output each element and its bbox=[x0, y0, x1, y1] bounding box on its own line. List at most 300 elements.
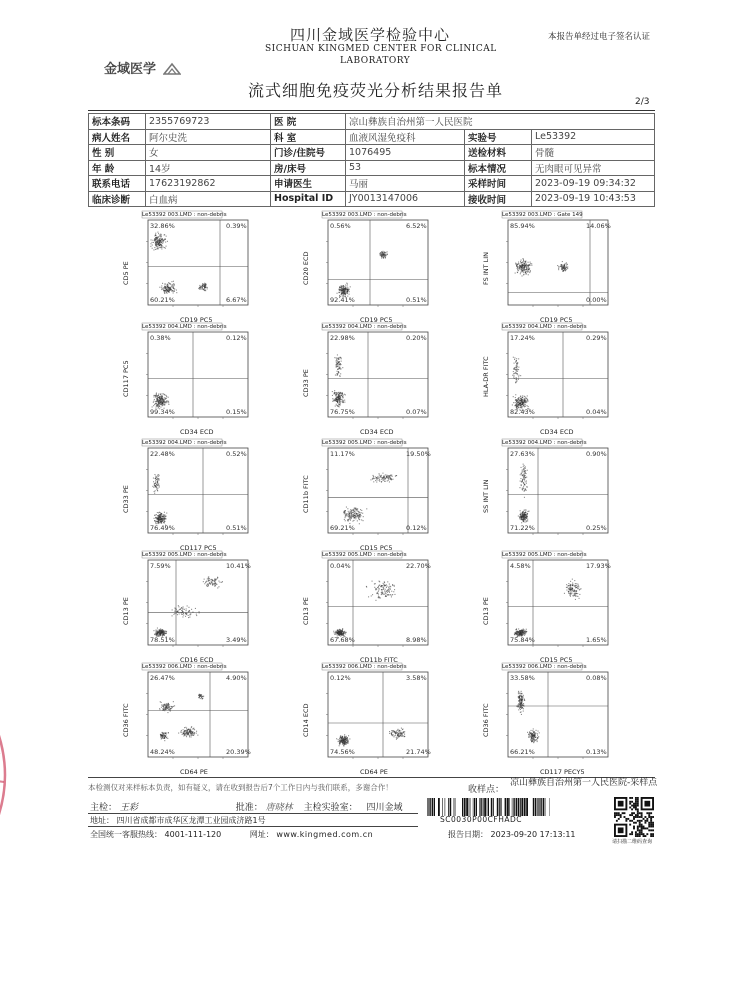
event-dot bbox=[189, 736, 190, 737]
event-dot bbox=[199, 696, 200, 697]
event-dot bbox=[526, 265, 527, 266]
event-dot bbox=[347, 287, 348, 288]
event-dot bbox=[524, 480, 525, 481]
event-dot bbox=[531, 263, 532, 264]
event-dot bbox=[165, 287, 166, 288]
event-dot bbox=[336, 362, 337, 363]
event-dot bbox=[340, 401, 341, 402]
event-dot bbox=[155, 233, 156, 234]
barcode-bar bbox=[537, 798, 538, 816]
qr-module bbox=[641, 814, 643, 816]
event-dot bbox=[528, 266, 529, 267]
event-dot bbox=[162, 630, 163, 631]
qr-module bbox=[648, 812, 650, 814]
event-dot bbox=[375, 589, 376, 590]
qr-module bbox=[633, 818, 635, 820]
event-dot bbox=[156, 479, 157, 480]
event-dot bbox=[347, 520, 348, 521]
event-dot bbox=[205, 285, 206, 286]
event-dot bbox=[376, 482, 377, 483]
event-dot bbox=[519, 487, 520, 488]
event-dot bbox=[525, 466, 526, 467]
event-dot bbox=[522, 270, 523, 271]
event-dot bbox=[519, 693, 520, 694]
event-dot bbox=[184, 609, 185, 610]
event-dot bbox=[166, 633, 167, 634]
event-dot bbox=[564, 266, 565, 267]
event-dot bbox=[165, 242, 166, 243]
event-dot bbox=[383, 254, 384, 255]
event-dot bbox=[356, 515, 357, 516]
value-specimen-type: 骨髓 bbox=[532, 145, 655, 161]
event-dot bbox=[188, 611, 189, 612]
event-dot bbox=[402, 736, 403, 737]
event-dot bbox=[215, 585, 216, 586]
event-dot bbox=[521, 473, 522, 474]
x-axis-label: CD117 PECY5 bbox=[540, 768, 585, 776]
event-dot bbox=[161, 236, 162, 237]
event-dot bbox=[153, 401, 154, 402]
event-dot bbox=[399, 734, 400, 735]
event-dot bbox=[521, 702, 522, 703]
qr-module bbox=[616, 812, 618, 814]
event-dot bbox=[337, 293, 338, 294]
event-dot bbox=[196, 733, 197, 734]
barcode-bar bbox=[464, 798, 466, 816]
event-dot bbox=[164, 519, 165, 520]
value-patient-name: 阿尔史洗 bbox=[146, 129, 271, 145]
event-dot bbox=[390, 594, 391, 595]
event-dot bbox=[383, 589, 384, 590]
event-dot bbox=[162, 283, 163, 284]
event-dot bbox=[517, 268, 518, 269]
event-dot bbox=[518, 692, 519, 693]
event-dot bbox=[344, 402, 345, 403]
event-dot bbox=[206, 287, 207, 288]
plot-title: Le53392 003.LMD : non-debris bbox=[322, 212, 407, 218]
event-dot bbox=[562, 266, 563, 267]
event-dot bbox=[171, 706, 172, 707]
event-dot bbox=[523, 486, 524, 487]
barcode-bar bbox=[518, 798, 519, 816]
qr-module bbox=[637, 812, 639, 814]
flow-plot-panel bbox=[482, 322, 648, 437]
event-dot bbox=[528, 262, 529, 263]
event-dot bbox=[397, 737, 398, 738]
event-dot bbox=[522, 474, 523, 475]
event-dot bbox=[339, 741, 340, 742]
event-dot bbox=[337, 401, 338, 402]
event-dot bbox=[160, 244, 161, 245]
event-dot bbox=[403, 731, 404, 732]
plot-title: Le53392 006.LMD : non-debris bbox=[502, 664, 587, 670]
quadrant-lower-left-pct: 78.51% bbox=[150, 636, 175, 644]
event-dot bbox=[337, 402, 338, 403]
quadrant-upper-right-pct: 3.58% bbox=[406, 674, 427, 682]
event-dot bbox=[349, 294, 350, 295]
event-dot bbox=[160, 394, 161, 395]
event-dot bbox=[560, 266, 561, 267]
event-dot bbox=[392, 730, 393, 731]
qr-module bbox=[633, 822, 635, 824]
y-axis-label: CD33 PE bbox=[302, 368, 310, 397]
event-dot bbox=[186, 731, 187, 732]
event-dot bbox=[354, 517, 355, 518]
event-dot bbox=[158, 474, 159, 475]
event-dot bbox=[520, 272, 521, 273]
event-dot bbox=[529, 264, 530, 265]
label-specimen-type: 送检材料 bbox=[465, 145, 532, 161]
event-dot bbox=[527, 405, 528, 406]
plot-title: Le53392 006.LMD : non-debris bbox=[322, 664, 407, 670]
event-dot bbox=[221, 582, 222, 583]
event-dot bbox=[352, 509, 353, 510]
event-dot bbox=[156, 633, 157, 634]
qr-module bbox=[652, 822, 654, 824]
event-dot bbox=[515, 633, 516, 634]
event-dot bbox=[523, 711, 524, 712]
event-dot bbox=[404, 734, 405, 735]
event-dot bbox=[516, 633, 517, 634]
event-dot bbox=[524, 400, 525, 401]
event-dot bbox=[363, 516, 364, 517]
event-dot bbox=[341, 632, 342, 633]
event-dot bbox=[341, 737, 342, 738]
quadrant-upper-right-pct: 0.90% bbox=[586, 450, 607, 458]
event-dot bbox=[526, 398, 527, 399]
event-dot bbox=[190, 730, 191, 731]
main-lab-value: 四川金域 bbox=[366, 803, 403, 813]
event-dot bbox=[172, 609, 173, 610]
event-dot bbox=[342, 396, 343, 397]
qr-module bbox=[629, 807, 631, 809]
qr-module bbox=[635, 831, 637, 833]
event-dot bbox=[516, 358, 517, 359]
event-dot bbox=[339, 375, 340, 376]
event-dot bbox=[561, 268, 562, 269]
event-dot bbox=[194, 733, 195, 734]
event-dot bbox=[518, 516, 519, 517]
event-dot bbox=[343, 633, 344, 634]
event-dot bbox=[392, 594, 393, 595]
flow-plot-panel bbox=[122, 662, 288, 777]
event-dot bbox=[519, 699, 520, 700]
event-dot bbox=[195, 608, 196, 609]
event-dot bbox=[190, 614, 191, 615]
event-dot bbox=[518, 262, 519, 263]
event-dot bbox=[161, 705, 162, 706]
event-dot bbox=[163, 247, 164, 248]
qr-module bbox=[637, 814, 639, 816]
event-dot bbox=[335, 634, 336, 635]
event-dot bbox=[530, 263, 531, 264]
event-dot bbox=[580, 588, 581, 589]
event-dot bbox=[525, 509, 526, 510]
qr-module bbox=[648, 822, 650, 824]
event-dot bbox=[176, 613, 177, 614]
page-number: 2/3 bbox=[635, 97, 650, 107]
qr-module bbox=[639, 812, 641, 814]
event-dot bbox=[335, 395, 336, 396]
event-dot bbox=[178, 606, 179, 607]
event-dot bbox=[526, 401, 527, 402]
event-dot bbox=[520, 513, 521, 514]
event-dot bbox=[566, 590, 567, 591]
value-hospital-id: JY0013147006 bbox=[346, 191, 465, 207]
y-axis-label: CD5 PE bbox=[122, 260, 130, 285]
event-dot bbox=[564, 270, 565, 271]
event-dot bbox=[168, 732, 169, 733]
event-dot bbox=[378, 590, 379, 591]
event-dot bbox=[386, 587, 387, 588]
event-dot bbox=[214, 584, 215, 585]
event-dot bbox=[153, 487, 154, 488]
event-dot bbox=[373, 477, 374, 478]
event-dot bbox=[346, 739, 347, 740]
event-dot bbox=[534, 739, 535, 740]
event-dot bbox=[348, 743, 349, 744]
event-dot bbox=[163, 401, 164, 402]
event-dot bbox=[520, 400, 521, 401]
event-dot bbox=[517, 269, 518, 270]
flow-plot-panel bbox=[302, 210, 468, 325]
event-dot bbox=[204, 290, 205, 291]
event-dot bbox=[519, 397, 520, 398]
event-dot bbox=[165, 709, 166, 710]
title-divider bbox=[88, 110, 655, 111]
event-dot bbox=[534, 734, 535, 735]
event-dot bbox=[339, 395, 340, 396]
x-axis-label: CD11b FITC bbox=[360, 656, 398, 664]
event-dot bbox=[572, 585, 573, 586]
event-dot bbox=[381, 479, 382, 480]
info-row bbox=[89, 145, 655, 161]
event-dot bbox=[340, 743, 341, 744]
footer-divider-mid bbox=[88, 813, 418, 814]
flow-plot-panel bbox=[482, 438, 648, 553]
event-dot bbox=[398, 729, 399, 730]
event-dot bbox=[528, 267, 529, 268]
event-dot bbox=[204, 579, 205, 580]
event-dot bbox=[340, 363, 341, 364]
event-dot bbox=[339, 368, 340, 369]
event-dot bbox=[526, 266, 527, 267]
event-dot bbox=[521, 691, 522, 692]
plot-title: Le53392 003.LMD : Gate 149 bbox=[502, 212, 583, 218]
event-dot bbox=[531, 738, 532, 739]
event-dot bbox=[360, 514, 361, 515]
event-dot bbox=[191, 609, 192, 610]
qr-module bbox=[646, 833, 648, 835]
event-dot bbox=[153, 481, 154, 482]
event-dot bbox=[155, 244, 156, 245]
event-dot bbox=[156, 395, 157, 396]
event-dot bbox=[362, 513, 363, 514]
event-dot bbox=[161, 287, 162, 288]
event-dot bbox=[178, 612, 179, 613]
event-dot bbox=[391, 734, 392, 735]
event-dot bbox=[156, 249, 157, 250]
value-lab-number: Le53392 bbox=[532, 129, 655, 145]
event-dot bbox=[521, 467, 522, 468]
qr-module bbox=[637, 801, 639, 803]
event-dot bbox=[161, 239, 162, 240]
event-dot bbox=[199, 287, 200, 288]
event-dot bbox=[388, 477, 389, 478]
qr-module bbox=[641, 829, 643, 831]
event-dot bbox=[402, 732, 403, 733]
event-dot bbox=[160, 736, 161, 737]
approver-label: 批准： bbox=[235, 803, 263, 813]
event-dot bbox=[527, 487, 528, 488]
qr-module bbox=[652, 829, 654, 831]
event-dot bbox=[518, 404, 519, 405]
event-dot bbox=[159, 245, 160, 246]
barcode-bar bbox=[545, 798, 546, 816]
event-dot bbox=[518, 709, 519, 710]
event-dot bbox=[164, 515, 165, 516]
event-dot bbox=[340, 629, 341, 630]
event-dot bbox=[207, 287, 208, 288]
website-label: 网址： bbox=[249, 830, 274, 839]
event-dot bbox=[157, 521, 158, 522]
event-dot bbox=[515, 273, 516, 274]
quadrant-lower-right-pct: 0.51% bbox=[406, 296, 427, 304]
event-dot bbox=[526, 473, 527, 474]
event-dot bbox=[157, 628, 158, 629]
event-dot bbox=[191, 731, 192, 732]
event-dot bbox=[522, 489, 523, 490]
event-dot bbox=[525, 481, 526, 482]
event-dot bbox=[523, 466, 524, 467]
event-dot bbox=[165, 286, 166, 287]
event-dot bbox=[574, 585, 575, 586]
event-dot bbox=[341, 631, 342, 632]
event-dot bbox=[160, 234, 161, 235]
event-dot bbox=[382, 592, 383, 593]
event-cloud bbox=[152, 474, 167, 526]
y-axis-label: CD117 PC5 bbox=[122, 359, 130, 397]
qr-module bbox=[631, 808, 633, 810]
event-dot bbox=[214, 579, 215, 580]
y-axis-label: FS INT LIN bbox=[482, 251, 490, 285]
event-dot bbox=[524, 485, 525, 486]
qr-module bbox=[635, 801, 637, 803]
event-dot bbox=[522, 513, 523, 514]
event-dot bbox=[191, 734, 192, 735]
event-dot bbox=[525, 522, 526, 523]
event-dot bbox=[183, 733, 184, 734]
qr-module bbox=[643, 826, 645, 828]
event-dot bbox=[353, 509, 354, 510]
event-dot bbox=[537, 741, 538, 742]
barcode-bar bbox=[448, 798, 449, 816]
quadrant-lower-right-pct: 20.39% bbox=[226, 748, 251, 756]
event-dot bbox=[393, 591, 394, 592]
event-dot bbox=[338, 362, 339, 363]
quadrant-upper-left-pct: 27.63% bbox=[510, 450, 535, 458]
event-dot bbox=[338, 631, 339, 632]
event-dot bbox=[345, 510, 346, 511]
event-dot bbox=[523, 405, 524, 406]
event-dot bbox=[578, 584, 579, 585]
event-dot bbox=[379, 475, 380, 476]
event-dot bbox=[526, 632, 527, 633]
event-dot bbox=[522, 479, 523, 480]
qr-module bbox=[633, 812, 635, 814]
event-dot bbox=[385, 592, 386, 593]
event-dot bbox=[514, 373, 515, 374]
event-dot bbox=[348, 735, 349, 736]
event-dot bbox=[183, 615, 184, 616]
event-dot bbox=[516, 367, 517, 368]
qr-module bbox=[639, 829, 641, 831]
event-dot bbox=[157, 515, 158, 516]
event-dot bbox=[173, 614, 174, 615]
quadrant-upper-left-pct: 4.58% bbox=[510, 562, 531, 570]
event-dot bbox=[167, 288, 168, 289]
event-dot bbox=[167, 289, 168, 290]
event-dot bbox=[173, 281, 174, 282]
event-dot bbox=[338, 359, 339, 360]
event-dot bbox=[162, 520, 163, 521]
event-dot bbox=[336, 398, 337, 399]
event-dot bbox=[533, 728, 534, 729]
event-dot bbox=[189, 617, 190, 618]
plot-frame bbox=[148, 220, 248, 305]
event-dot bbox=[532, 736, 533, 737]
event-dot bbox=[181, 732, 182, 733]
event-dot bbox=[345, 394, 346, 395]
label-sampling-time: 采样时间 bbox=[465, 176, 532, 192]
event-dot bbox=[522, 705, 523, 706]
quadrant-upper-right-pct: 0.29% bbox=[586, 334, 607, 342]
event-dot bbox=[173, 287, 174, 288]
event-dot bbox=[211, 579, 212, 580]
event-dot bbox=[184, 730, 185, 731]
event-dot bbox=[524, 699, 525, 700]
event-dot bbox=[378, 586, 379, 587]
event-dot bbox=[344, 631, 345, 632]
event-dot bbox=[525, 269, 526, 270]
event-dot bbox=[358, 511, 359, 512]
event-dot bbox=[378, 591, 379, 592]
event-dot bbox=[523, 260, 524, 261]
event-dot bbox=[523, 274, 524, 275]
quadrant-upper-right-pct: 4.90% bbox=[226, 674, 247, 682]
qr-module bbox=[650, 824, 652, 826]
barcode-bar bbox=[497, 798, 498, 816]
event-dot bbox=[519, 267, 520, 268]
quadrant-lower-left-pct: 76.75% bbox=[330, 408, 355, 416]
event-dot bbox=[377, 476, 378, 477]
event-dot bbox=[524, 513, 525, 514]
event-dot bbox=[378, 597, 379, 598]
event-dot bbox=[170, 288, 171, 289]
event-dot bbox=[536, 730, 537, 731]
quadrant-upper-left-pct: 22.48% bbox=[150, 450, 175, 458]
qr-module bbox=[624, 812, 626, 814]
event-dot bbox=[349, 289, 350, 290]
event-dot bbox=[391, 479, 392, 480]
event-dot bbox=[157, 512, 158, 513]
event-dot bbox=[154, 235, 155, 236]
event-dot bbox=[522, 481, 523, 482]
event-dot bbox=[162, 403, 163, 404]
red-stamp-icon bbox=[0, 690, 40, 860]
event-dot bbox=[518, 397, 519, 398]
quadrant-lower-left-pct: 99.34% bbox=[150, 408, 175, 416]
